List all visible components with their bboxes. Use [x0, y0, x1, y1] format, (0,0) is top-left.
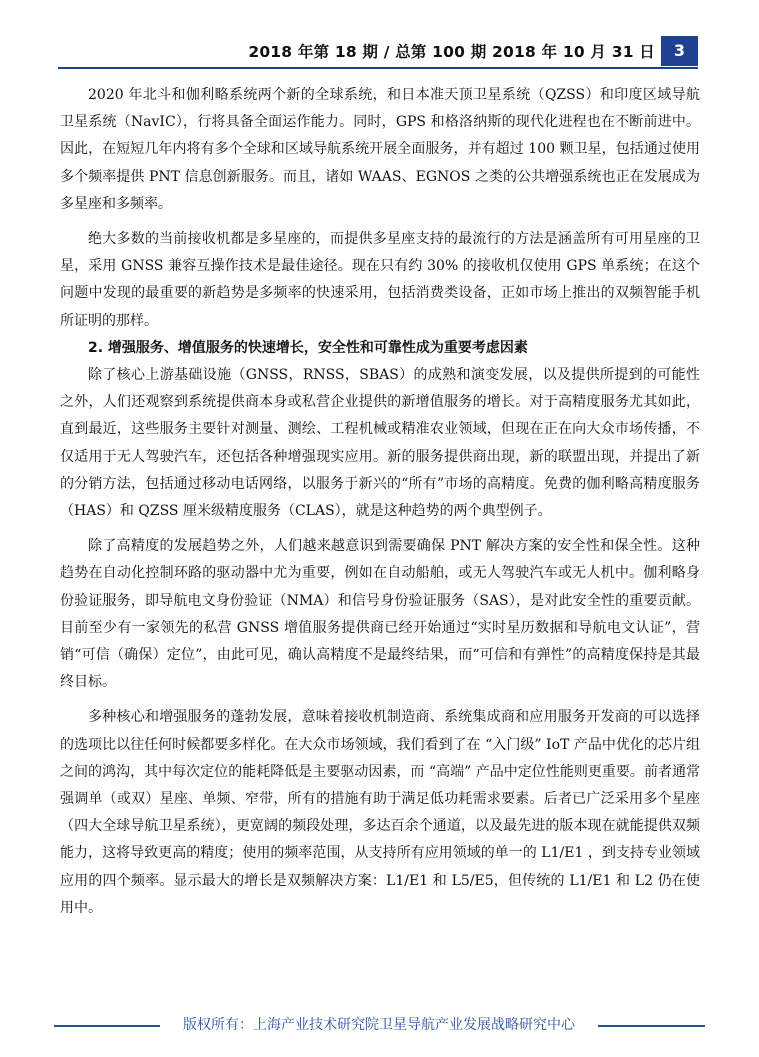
page-header — [0, 36, 759, 70]
paragraph-receiver-options: 多种核心和增强服务的蓬勃发展，意味着接收机制造商、系统集成商和应用服务开发商的可以选择的选项比以往任何时候都要多样化。在大众市场领域，我们看到了在 “入门级” IoT 产品中优化的芯片组之间的鸿沟，其中每次定位的能耗降低是主要驱动因素，而 “高端” 产品中定位性能则更重要。前者通常强调单（或双）星座、单频、窄带，所有的措施有助于满足低功耗需求要素。后者已广泛采用多个星座（四大全球导航卫星系统），更宽阔的频段处理，多达百余个通道，以及最先进的版本现在就能提供双频能力，这将导致更高的精度；使用的频率范围，从支持所有应用领域的单一的 L1/E1 ，到支持专业领域应用的四个频率。显示最大的增长是双频解决方案：L1/E1 和 L5/E5，但传统的 L1/E1 和 L2 仍在使用中。 — [60, 709, 700, 916]
section-heading: 2. 增强服务、增值服务的快速增长，安全性和可靠性成为重要考虑因素 — [88, 339, 528, 356]
header-divider — [58, 67, 698, 69]
footer-divider-right — [598, 1025, 705, 1027]
copyright-notice: 版权所有：上海产业技术研究院卫星导航产业发展战略研究中心 — [183, 1017, 575, 1033]
paragraph-security: 除了高精度的发展趋势之外，人们越来越意识到需要确保 PNT 解决方案的安全性和保全性。这种趋势在自动化控制环路的驱动器中尤为重要，例如在自动船舶，或无人驾驶汽车或无人机中。伽利略身份验证服务，即导航电文身份验证（NMA）和信号身份验证服务（SAS），是对此安全性的重要贡献。目前至少有一家领先的私营 GNSS 增值服务提供商已经开始通过“实时星历数据和导航电文认证”，营销“可信（确保）定位”，由此可见，确认高精度不是最终结果，而“可信和有弹性”的高精度保持是其最终目标。 — [60, 538, 700, 691]
footer-divider-left — [54, 1025, 160, 1027]
paragraph-value-added-services: 除了核心上游基础设施（GNSS，RNSS，SBAS）的成熟和演变发展，以及提供所提到的可能性之外，人们还观察到系统提供商本身或私营企业提供的新增值服务的增长。对于高精度服务尤其如此，直到最近，这些服务主要针对测量、测绘、工程机械或精准农业领域，但现在正在向大众市场传播，不仅适用于无人驾驶汽车，还包括各种增强现实应用。新的服务提供商出现，新的联盟出现，并提出了新的分销方法，包括通过移动电话网络，以服务于新兴的“所有”市场的高精度。免费的伽利略高精度服务（HAS）和 QZSS 厘米级精度服务（CLAS），就是这种趋势的两个典型例子。 — [60, 367, 700, 520]
issue-info: 2018 年第 18 期 / 总第 100 期 2018 年 10 月 31 日 — [248, 43, 655, 61]
paragraph-gnss-systems: 2020 年北斗和伽利略系统两个新的全球系统，和日本准天顶卫星系统（QZSS）和印度区域导航卫星系统（NavIC），行将具备全面运作能力。同时，GPS 和格洛纳斯的现代化进程也在不断前进中。因此，在短短几年内将有多个全球和区域导航系统开展全面服务，并有超过 100 颗卫星，包括通过使用多个频率提供 PNT 信息创新服务。而且，诸如 WAAS、EGNOS 之类的公共增强系统也正在发展成为多星座和多频率。 — [60, 87, 700, 212]
page-footer — [0, 1013, 759, 1037]
paragraph-multi-constellation: 绝大多数的当前接收机都是多星座的，而提供多星座支持的最流行的方法是涵盖所有可用星座的卫星，采用 GNSS 兼容互操作技术是最佳途径。现在只有约 30% 的接收机仅使用 GPS 单系统；在这个问题中发现的最重要的新趋势是多频率的快速采用，包括消费类设备，正如市场上推出的双频智能手机所证明的那样。 — [60, 231, 700, 329]
article-body — [60, 82, 700, 930]
page-number-badge: 3 — [661, 36, 698, 66]
